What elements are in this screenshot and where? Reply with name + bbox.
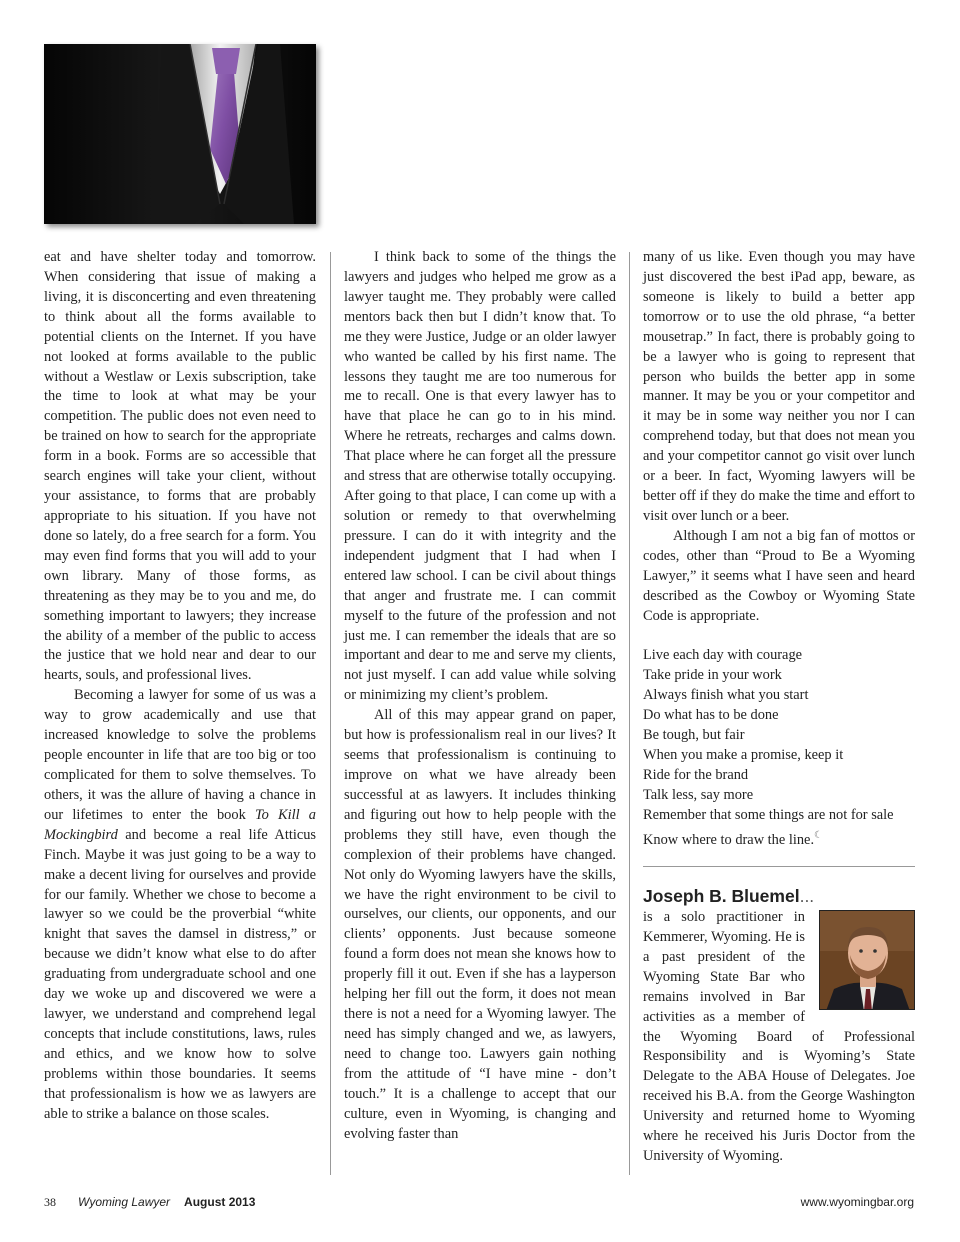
- author-portrait: [819, 910, 915, 1010]
- list-item: Take pride in your work: [643, 667, 782, 684]
- page-number: 38: [44, 1195, 56, 1209]
- list-item: Live each day with courage: [643, 647, 803, 664]
- paragraph: I think back to some of the things the lawyers and judges who helped me grow as a lawyer taught me. They probably were called mentors back then but I didn’t know that. To me they were Justice, Judge or an older lawyer who wanted be called by his first name. The lessons they taught me are too numerous for me to recall. One is that every lawyer has to have that place he can go to in his mind. Where he retreats, recharges and calms down. That place where he can forget all the pressure and stress that are otherwise totally occupying. After going to that place, I can come up with a solution or remedy to that overwhelming pressure. I can do it with integrity and the independent judgment that I had when I entered law school. I can be civil about things that anger and frustrate me. I can commit myself to the future of the profession and not just me. I can remember the ideals that are so important and dear to me and serve my clients, not just myself. I can add value while solving or minimizing my client’s problem.: [344, 249, 616, 704]
- portrait-illustration: [820, 911, 915, 1010]
- paragraph: many of us like. Even though you may have just discovered the best iPad app, beware, as someone is likely to build a better app tomorrow or to use the old phrase, “a better mousetrap.” In fact, there is probably going to be a lawyer who is going to represent that person who builds the better app in some manner. It may be you or your competitor and it may be in some way neither you nor I can comprehend today, but that does not mean you and your competitor cannot go visit over lunch or a beer. In fact, Wyoming lawyers will be better off if they do make the time and effort to visit over lunch or a beer.: [643, 249, 915, 524]
- column-divider: [629, 252, 630, 1175]
- list-item: Be tough, but fair: [643, 727, 745, 744]
- author-name: Joseph B. Bluemel...: [643, 886, 815, 906]
- book-title: To Kill a Mockingbird: [44, 806, 316, 843]
- cowboy-code-list: [643, 646, 915, 850]
- paragraph: eat and have shelter today and tomorrow. When considering that issue of making a living, it is disconcerting and even threatening to think about all the forms available to potential clients on the Internet. If you have not looked at forms available to the public without a Westlaw or Lexis subscription, take the time to look at what may be your competition. The public does not even need to be trained on how to search for the appropriate form in a book. Forms are so accessible that search engines will take your client, without your assistance, to forms that are probably appropriate to his situation. If you have not done so lately, do a free search for a form. You may even find forms that you will add to your own library. Many of those forms, as threatening as they may be to you and me, do something important to lawyers; they increase the ability of a member of the public to access the justice that we hold near and dear to our hearts, souls, and professional lives.: [44, 249, 316, 684]
- article-column-1: [44, 248, 316, 1125]
- paragraph: All of this may appear grand on paper, but how is professionalism real in our lives? It seems that professionalism is continuing to improve on what we have already been successful at as lawyers. It includes thinking and figuring out how to help people with the problems they still have, even though the complexion of their problems have changed. Not only do Wyoming lawyers have the skills, we have the right environment to be civil to ourselves, our clients, our opponents, and our clients’ opponents. Just because someone found a form does not mean she knows how to properly fill it out. Even if she has a layperson helping her fill out the form, it does not mean there is not a need for a Wyoming lawyer. The need has simply changed and we, as lawyers, need to change too. Lawyers gain nothing from the attitude of “I have mine - don’t touch.” It is a challenge to accept that our culture, even in Wyoming, is changing and evolving faster than: [344, 707, 616, 1142]
- list-item: Always finish what you start: [643, 687, 809, 704]
- list-item: Remember that some things are not for sale: [643, 806, 894, 823]
- author-bio: [643, 908, 915, 1167]
- suit-tie-illustration: [44, 44, 316, 224]
- magazine-name: Wyoming Lawyer: [78, 1195, 171, 1209]
- list-item: Know where to draw the line.☾: [643, 829, 824, 848]
- suit-tie-photo: [44, 44, 316, 224]
- bio-text: is a solo practitioner in Kemmerer, Wyoming. He is a past president of the Wyoming State Bar who remains involved in Bar activities as a member of the Wyoming Board of Professional Responsibility and is Wyoming’s State Delegate to the ABA House of Delegates. Joe received his B.A. from the George Washington University and returned home to Wyoming where he received his Juris Doctor from the University of Wyoming.: [643, 909, 915, 1165]
- list-item: When you make a promise, keep it: [643, 747, 844, 764]
- list-item: Talk less, say more: [643, 786, 754, 803]
- bio-divider: [643, 866, 915, 867]
- column-divider: [330, 252, 331, 1175]
- article-column-2: [344, 248, 616, 1144]
- page-footer-left: [44, 1195, 255, 1210]
- paragraph: Becoming a lawyer for some of us was a way to grow academically and use that increased knowledge to solve the problems people encounter in life that are too big or too complicated for them to solve themselves. To others, it was the allure of having a chance in our lifetimes to enter the book To Kill a Mockingbird and become a real life Atticus Finch. Maybe it was just going to be a way to make a decent living for ourselves and provide for our family. Whether we chose to become a lawyer so we could be the proverbial “white knight that saves the damsel in distress,” or because we didn’t know what else to do after graduating from undergraduate school and one day we woke up and discovered we were a lawyer, we understand and comprehend legal concepts that include constitutions, laws, rules and ethics, and we know how to solve problems within those boundaries. It seems that professionalism is how we as lawyers are able to strike a balance on those scales.: [44, 687, 316, 1122]
- article-column-3: [643, 248, 915, 850]
- end-mark-icon: ☾: [814, 829, 824, 841]
- website-url: www.wyomingbar.org: [800, 1195, 914, 1209]
- list-item: Ride for the brand: [643, 766, 749, 783]
- list-item: Do what has to be done: [643, 707, 779, 724]
- paragraph: Although I am not a big fan of mottos or codes, other than “Proud to Be a Wyoming Lawyer,” it seems what I have seen and heard described as the Cowboy or Wyoming State Code is appropriate.: [643, 527, 915, 624]
- issue-date: August 2013: [184, 1195, 256, 1209]
